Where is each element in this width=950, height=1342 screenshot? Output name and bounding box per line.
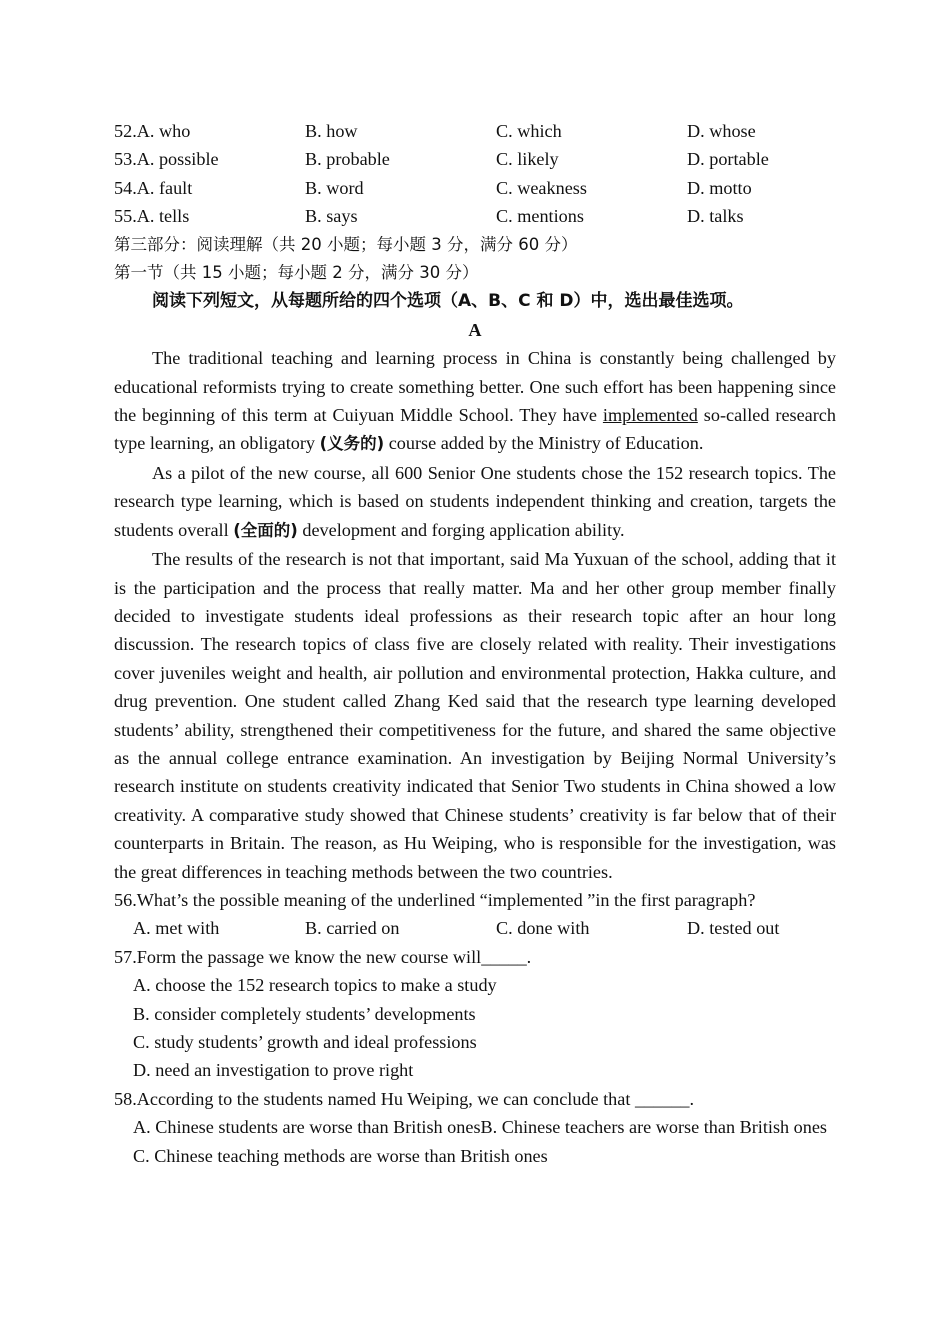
option-row-52 bbox=[114, 117, 836, 145]
option-d: D. motto bbox=[687, 177, 752, 198]
gloss: (全面的) bbox=[233, 520, 298, 540]
option-c: C. likely bbox=[496, 149, 559, 170]
answer-c: C. Chinese teaching methods are worse than British ones bbox=[133, 1145, 548, 1166]
option-c: C. which bbox=[496, 121, 562, 141]
answer-a: A. met with bbox=[133, 918, 220, 939]
paragraph-2-text-b: development and forging application ability. bbox=[297, 519, 625, 540]
question-57 bbox=[114, 943, 836, 1085]
option-row-55 bbox=[114, 202, 836, 230]
paragraph-1-text-b: so-called research type learning, an obligatory bbox=[114, 405, 836, 454]
option-row-54 bbox=[114, 174, 836, 202]
paragraph-1-text-a: The traditional teaching and learning process in China is constantly being challenged by educational reformists trying to create something better. One such effort has been happening since the beginning of this term at Cuiyuan Middle School. They have bbox=[114, 348, 836, 426]
paragraph-1-text-c: course added by the Ministry of Education. bbox=[384, 433, 704, 454]
option-b: B. how bbox=[305, 121, 358, 141]
paragraph-2 bbox=[114, 459, 836, 545]
subsection-title: 第一节（共 15 小题；每小题 2 分，满分 30 分） bbox=[114, 263, 479, 283]
part-title: 第三部分：阅读理解（共 20 小题；每小题 3 分，满分 60 分） bbox=[114, 234, 578, 254]
option-d: D. talks bbox=[687, 206, 744, 227]
option-a: 55.A. tells bbox=[114, 206, 190, 227]
option-b: B. word bbox=[305, 177, 364, 198]
answer-d: D. need an investigation to prove right bbox=[133, 1060, 414, 1081]
option-d: D. whose bbox=[687, 121, 756, 141]
option-b: B. says bbox=[305, 206, 358, 227]
answer-b: B. consider completely students’ developments bbox=[133, 1003, 476, 1024]
option-b: B. probable bbox=[305, 149, 390, 170]
answer-d: D. tested out bbox=[687, 918, 780, 939]
paragraph-3: The results of the research is not that important, said Ma Yuxuan of the school, adding that it is the participation and the process that really matter. Ma and her other group member finally decided to investigate students ideal professions as their research topic after an hour long discussion. The research topics of class five are closely related with reality. Their investigations cover juveniles weight and health, air pollution and environmental protection, Hakka culture, and drug prevention. One student called Zhang Ked said that the research type learning developed students’ ability, strengthened their competitiveness for the future, and shared the same objective as the annual college entrance examination. An investigation by Beijing Normal University’s research institute on students creativity indicated that Senior Two students in China showed a low creativity. A comparative study showed that Chinese students’ creativity is far below that of their counterparts in Britain. The reason, as Hu Weiping, who is responsible for the investigation, was the great differences in teaching methods between the two countries. bbox=[114, 549, 836, 882]
gloss: (义务的) bbox=[319, 434, 385, 454]
answer-c: C. study students’ growth and ideal professions bbox=[133, 1032, 477, 1052]
option-c: C. weakness bbox=[496, 177, 587, 198]
answer-b: B. carried on bbox=[305, 918, 400, 939]
question-56 bbox=[114, 886, 836, 943]
option-a: 52.A. who bbox=[114, 121, 191, 141]
question-58 bbox=[114, 1085, 836, 1170]
question-stem: 57.Form the passage we know the new course will_____. bbox=[114, 946, 532, 967]
option-c: C. mentions bbox=[496, 206, 584, 227]
question-stem: 56.What’s the possible meaning of the underlined “implemented ”in the first paragraph? bbox=[114, 889, 756, 910]
option-d: D. portable bbox=[687, 149, 769, 170]
paragraph-2-text-a: As a pilot of the new course, all 600 Senior One students chose the 152 research topics. The research type learning, which is based on students independent thinking and creation, targets the students overall bbox=[114, 462, 836, 540]
answer-a-b: A. Chinese students are worse than British onesB. Chinese teachers are worse than British ones bbox=[133, 1117, 828, 1138]
option-a: 53.A. possible bbox=[114, 149, 219, 170]
option-row-53 bbox=[114, 145, 836, 173]
answer-a: A. choose the 152 research topics to make a study bbox=[133, 975, 497, 996]
underlined-word: implemented bbox=[602, 405, 698, 426]
paragraph-1 bbox=[114, 344, 836, 459]
answer-row bbox=[114, 914, 836, 942]
passage-label: A bbox=[468, 319, 482, 340]
exam-page bbox=[114, 117, 836, 1170]
answer-c: C. done with bbox=[496, 918, 590, 939]
cloze-options bbox=[114, 117, 836, 231]
question-stem: 58.According to the students named Hu Weiping, we can conclude that ______. bbox=[114, 1088, 695, 1109]
option-a: 54.A. fault bbox=[114, 177, 193, 198]
instruction: 阅读下列短文，从每题所给的四个选项（A、B、C 和 D）中，选出最佳选项。 bbox=[152, 291, 744, 312]
